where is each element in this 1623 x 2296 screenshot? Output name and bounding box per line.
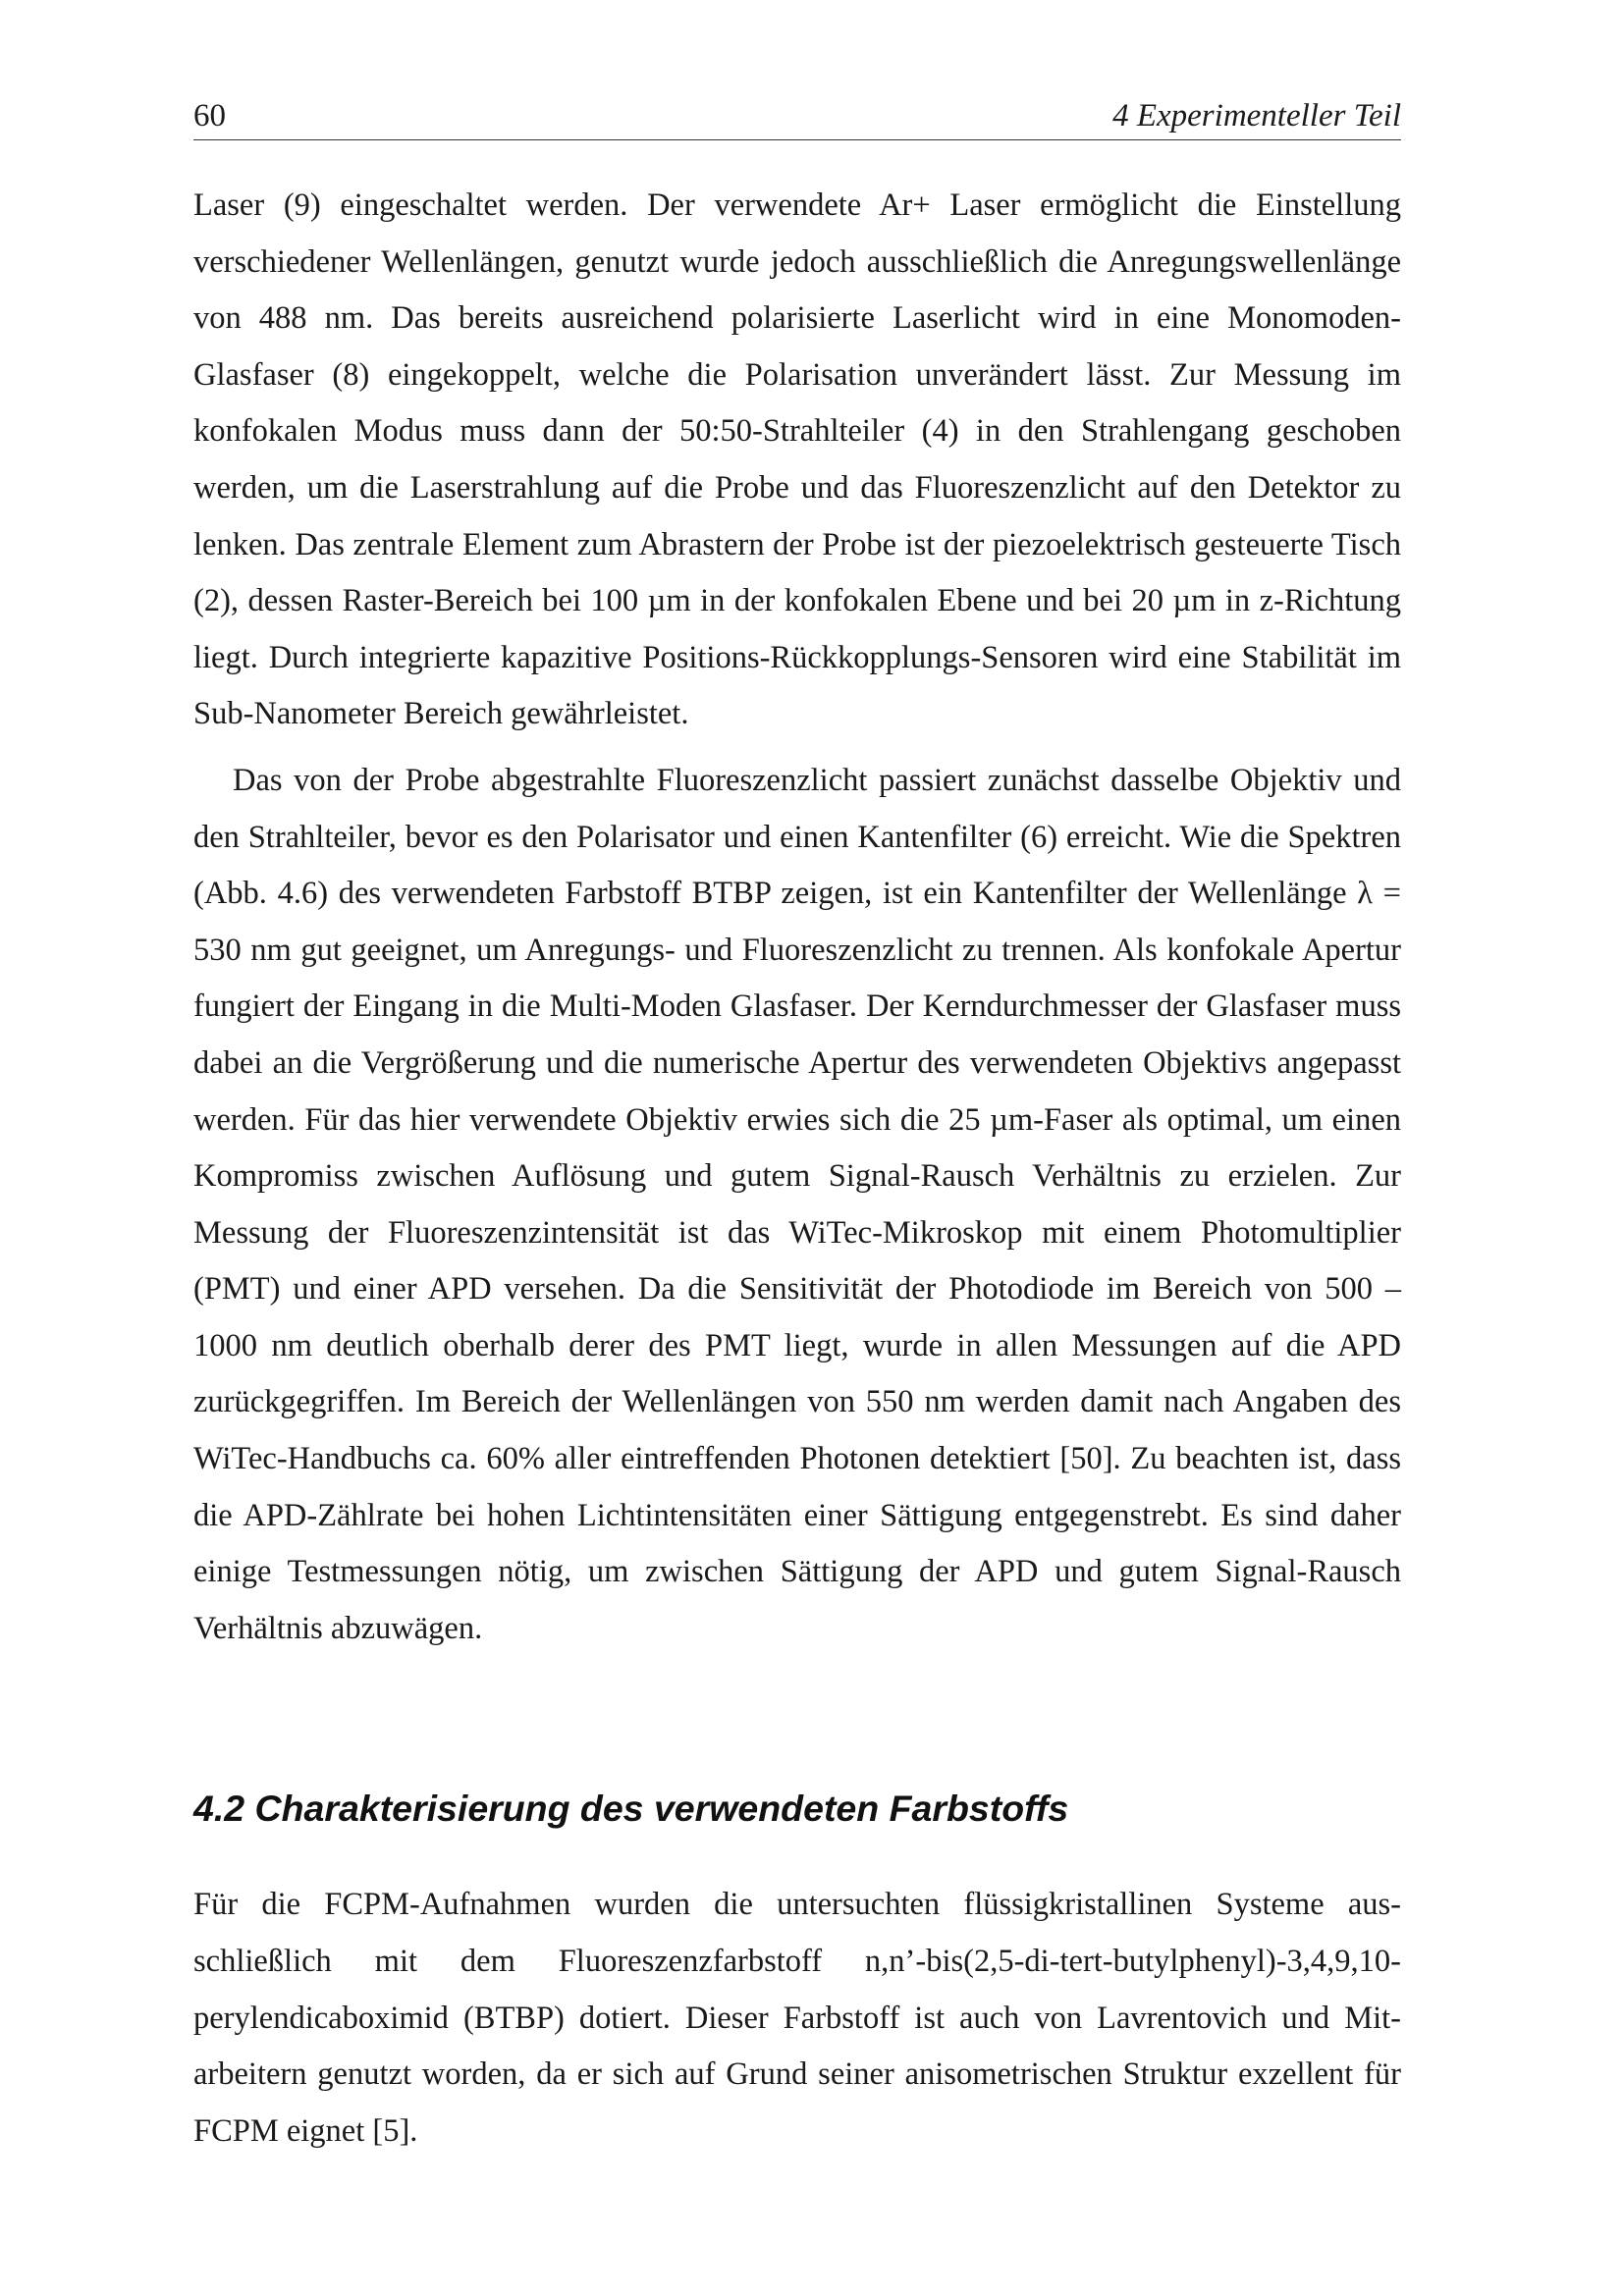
body-paragraph-3: Für die FCPM-Aufnahmen wurden die untersuchten flüssigkristallinen Systeme ausschließlich mit dem Fluoreszenzfarbstoff n,n’-bis(2,5-di-tert-butylphenyl)-3,4,9,10-perylendicaboximid (BTBP) dotiert. Dieser Farbstoff ist auch von Lavrentovich und Mitarbeitern genutzt worden, da er sich auf Grund seiner anisometrischen Struktur exzellent für FCPM eignet [5]. bbox=[193, 1887, 1401, 2149]
body-paragraph-1: Laser (9) eingeschaltet werden. Der verwendete Ar+ Laser ermöglicht die Einstellung verschiedener Wellenlängen, genutzt wurde jedoch ausschließlich die Anregungswellenlänge von 488 nm. Das bereits ausreichend polarisierte Laserlicht wird in eine Monomoden-Glasfaser (8) eingekoppelt, welche die Polarisation unverändert lässt. Zur Messung im konfokalen Modus muss dann der 50:50-Strahlteiler (4) in den Strahlengang geschoben werden, um die Laserstrahlung auf die Probe und das Fluoreszenzlicht auf den Detektor zu lenken. Das zentrale Element zum Abrastern der Probe ist der piezoelektrisch gesteuerte Tisch (2), dessen Raster-Bereich bei 100 µm in der konfokalen Ebene und bei 20 µm in z-Richtung liegt. Durch integrierte kapazitive Positions-Rückkopplungs-Sensoren wird eine Stabilität im Sub-Nanometer Bereich gewährleistet. bbox=[193, 187, 1401, 732]
chapter-title: 4 Experimenteller Teil bbox=[1112, 98, 1401, 133]
document-page bbox=[193, 94, 1401, 2160]
section-heading: 4.2 Charakterisierung des verwendeten Farbstoffs bbox=[193, 1788, 1069, 1830]
body-paragraph-2: Das von der Probe abgestrahlte Fluoreszenzlicht passiert zunächst dasselbe Objektiv und den Strahlteiler, bevor es den Polarisator und einen Kantenfilter (6) erreicht. Wie die Spektren (Abb. 4.6) des verwendeten Farbstoff BTBP zeigen, ist ein Kantenfilter der Wellenlänge λ = 530 nm gut geeignet, um Anregungs- und Fluoreszenzlicht zu trennen. Als konfokale Apertur fungiert der Eingang in die Multi-Moden Glasfaser. Der Kerndurchmesser der Glasfaser muss dabei an die Vergrößerung und die numerische Apertur des verwendeten Objektivs angepasst werden. Für das hier verwendete Objektiv erwies sich die 25 µm-Faser als optimal, um einen Kompromiss zwischen Auflösung und gutem Signal-Rausch Verhältnis zu erzielen. Zur Messung der Fluoreszenzintensität ist das WiTec-Mikroskop mit einem Photomultiplier (PMT) und einer APD versehen. Da die Sensitivität der Photodiode im Bereich von 500 – 1000 nm deutlich oberhalb derer des PMT liegt, wurde in allen Messungen auf die APD zurückgegriffen. Im Bereich der Wellenlängen von 550 nm werden damit nach Angaben des WiTec-Handbuchs ca. 60% aller eintreffenden Photonen detektiert [50]. Zu beachten ist, dass die APD-Zählrate bei hohen Lichtintensitäten einer Sättigung entgegenstrebt. Es sind daher einige Testmessungen nötig, um zwischen Sättigung der APD und gutem Signal-Rausch Verhältnis abzuwägen. bbox=[193, 762, 1401, 1646]
running-header bbox=[193, 94, 1401, 140]
page-number: 60 bbox=[193, 98, 226, 133]
